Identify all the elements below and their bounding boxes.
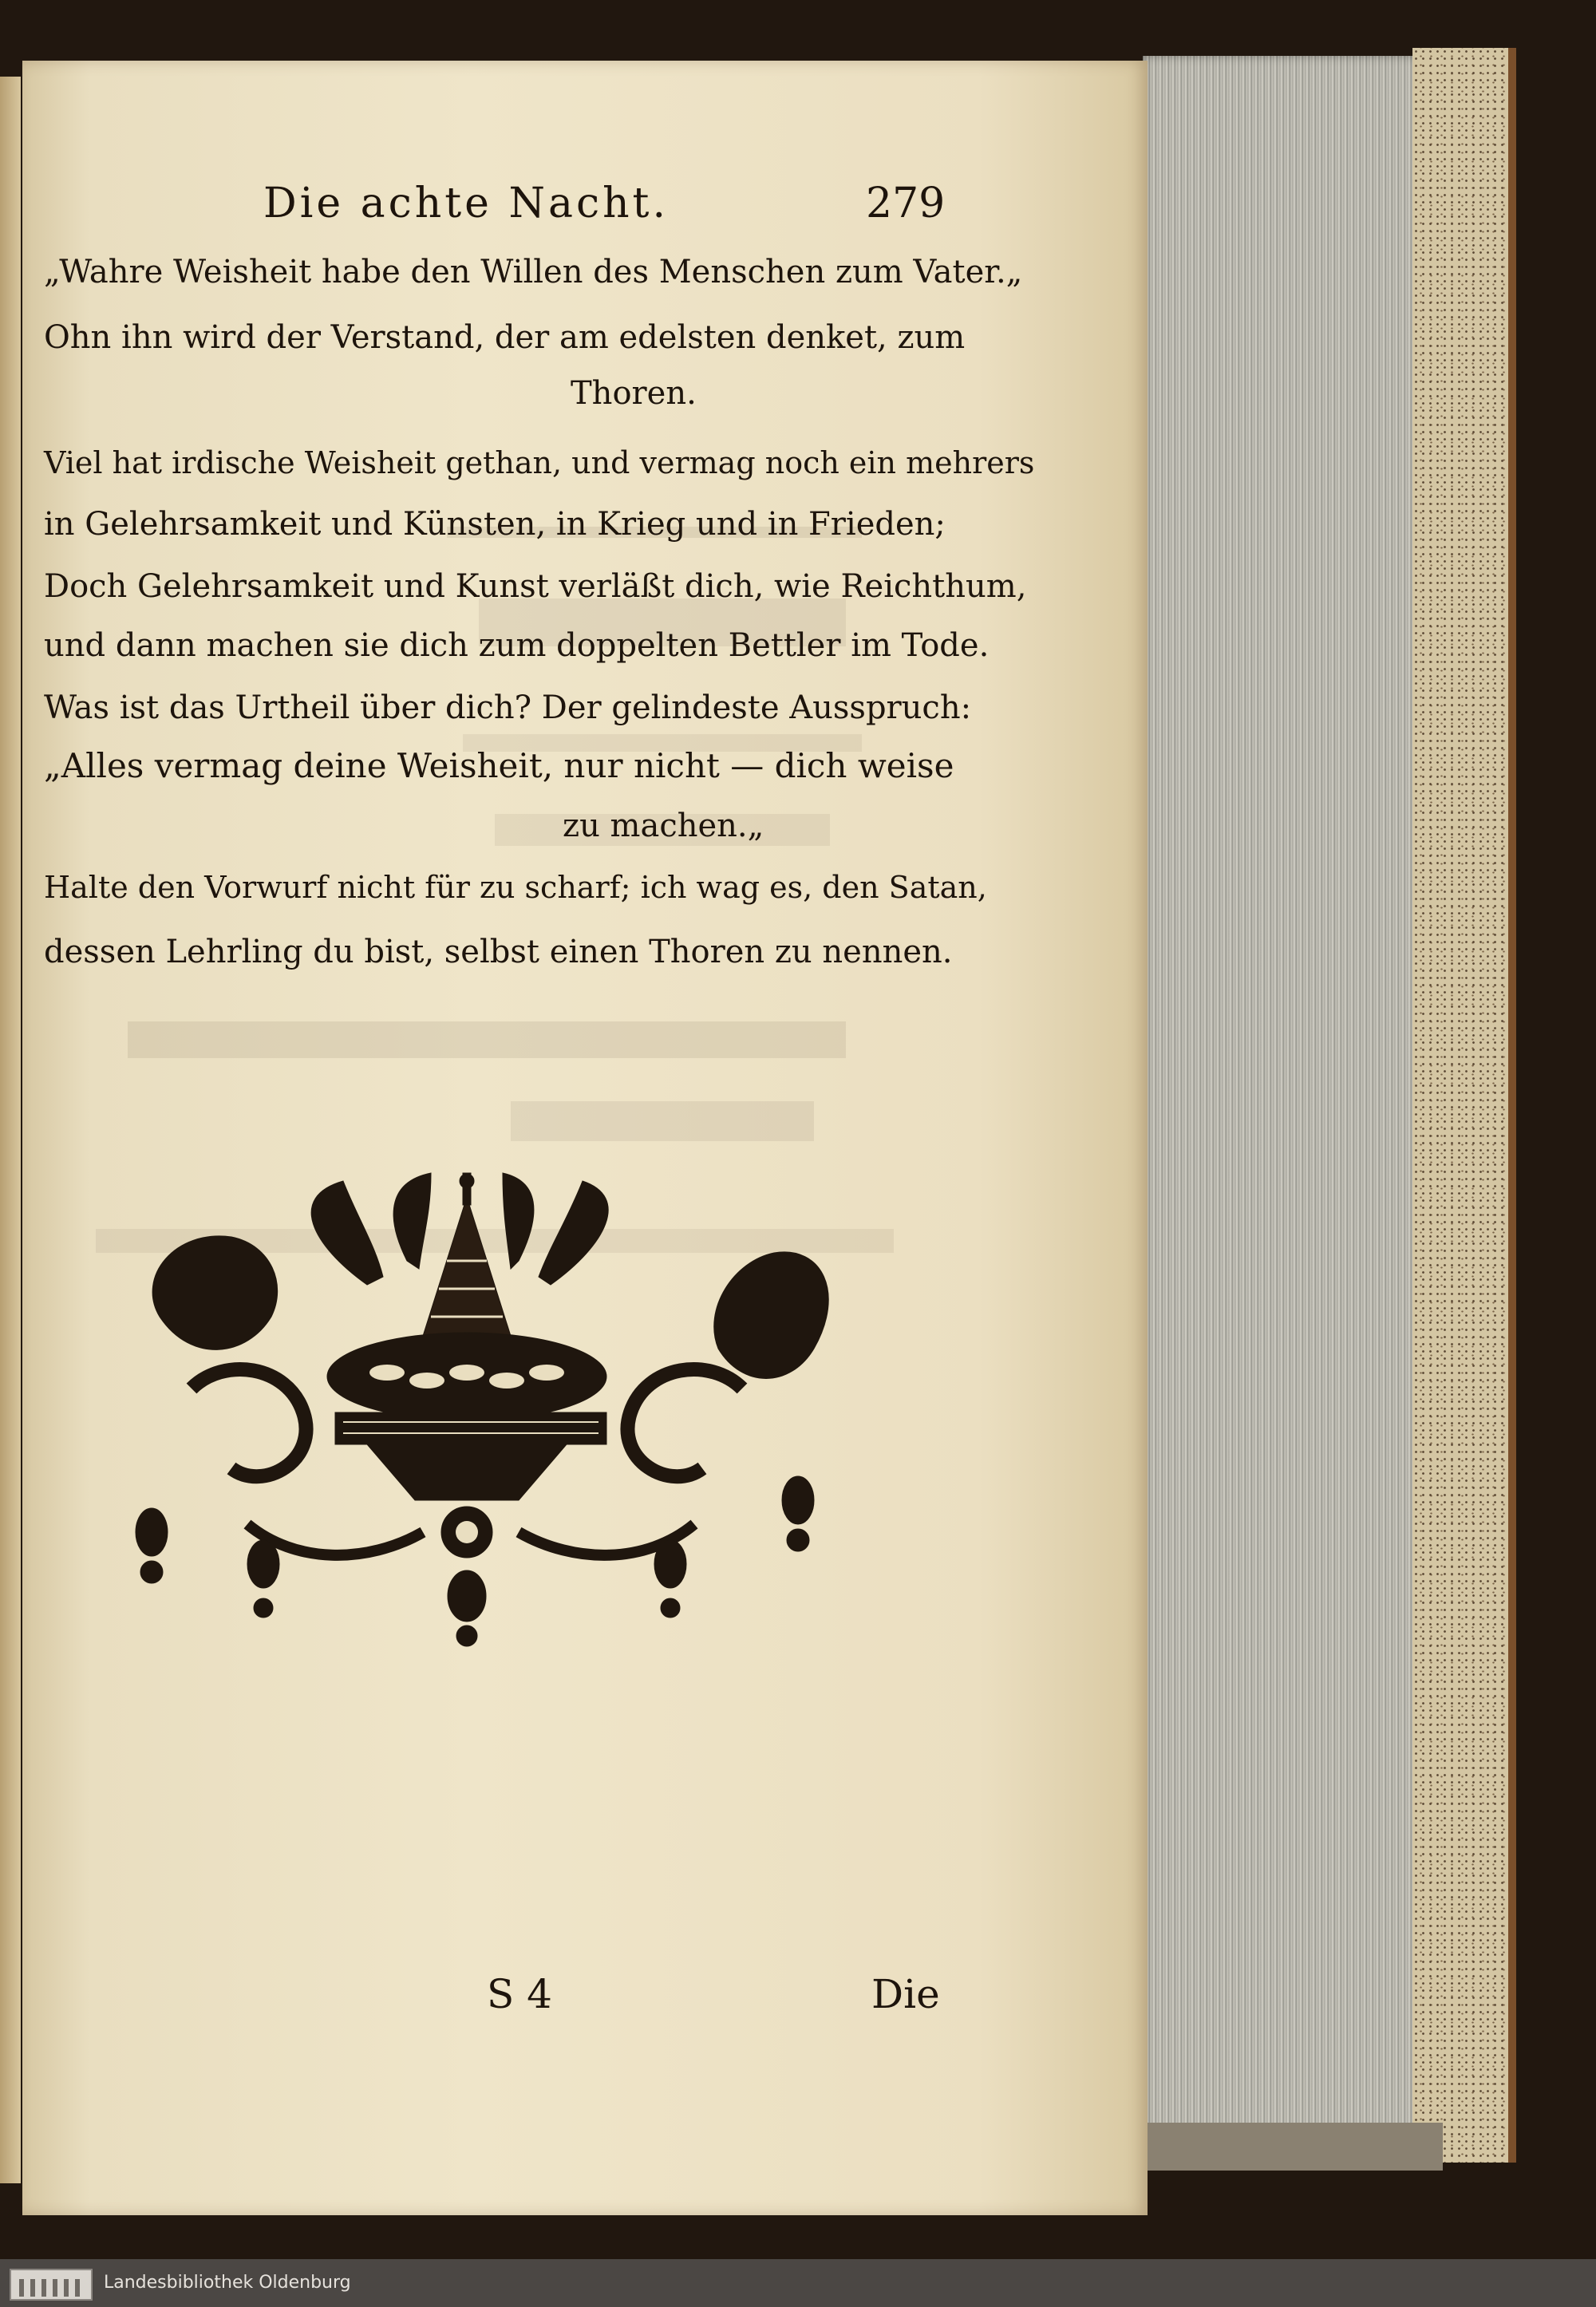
- text-line: „Alles vermag deine Weisheit, nur nicht — dich weise: [44, 746, 954, 785]
- previous-page-edge: [0, 77, 21, 2183]
- footer-bar: [0, 2259, 1596, 2307]
- running-head: Die achte Nacht.: [263, 180, 669, 227]
- library-name: Landesbibliothek Oldenburg: [104, 2273, 351, 2293]
- ornament-spire: [419, 1197, 515, 1349]
- ornament-foliage-left: [152, 1236, 278, 1349]
- ornament-leaf-right: [539, 1181, 608, 1285]
- catchword: Die: [871, 1971, 940, 2017]
- text-line: Ohn ihn wird der Verstand, der am edelsten denket, zum: [44, 319, 966, 356]
- text-line: in Gelehrsamkeit und Künsten, in Krieg und in Frieden;: [44, 506, 946, 543]
- ornament-leaf-left: [311, 1181, 383, 1285]
- ornament-foliage-right: [714, 1252, 828, 1379]
- signature-mark: S 4: [487, 1971, 552, 2017]
- text-line: Thoren.: [571, 375, 697, 412]
- book-cover-edge: [1412, 48, 1516, 2163]
- text-line: Doch Gelehrsamkeit und Kunst verläßt dich, wie Reichthum,: [44, 568, 1027, 605]
- page-block-edge: [1143, 56, 1446, 2147]
- text-line: „Wahre Weisheit habe den Willen des Menschen zum Vater.„: [44, 254, 1023, 290]
- text-line: Was ist das Urtheil über dich? Der gelindeste Ausspruch:: [44, 689, 972, 726]
- book-bottom-edge: [1148, 2123, 1443, 2171]
- library-logo-icon: [10, 2269, 93, 2301]
- ornament-base: [335, 1412, 606, 1444]
- ornament-pendants: [136, 1476, 814, 1646]
- text-line: Halte den Vorwurf nicht für zu scharf; ich wag es, den Satan,: [44, 870, 987, 905]
- woodcut-ornament: [104, 1149, 886, 1652]
- text-line: Viel hat irdische Weisheit gethan, und vermag noch ein mehrers: [44, 445, 1035, 480]
- page-number: 279: [866, 180, 946, 227]
- text-line: dessen Lehrling du bist, selbst einen Thoren zu nennen.: [44, 934, 953, 970]
- text-line: und dann machen sie dich zum doppelten Bettler im Tode.: [44, 627, 990, 664]
- text-line: zu machen.„: [563, 808, 764, 844]
